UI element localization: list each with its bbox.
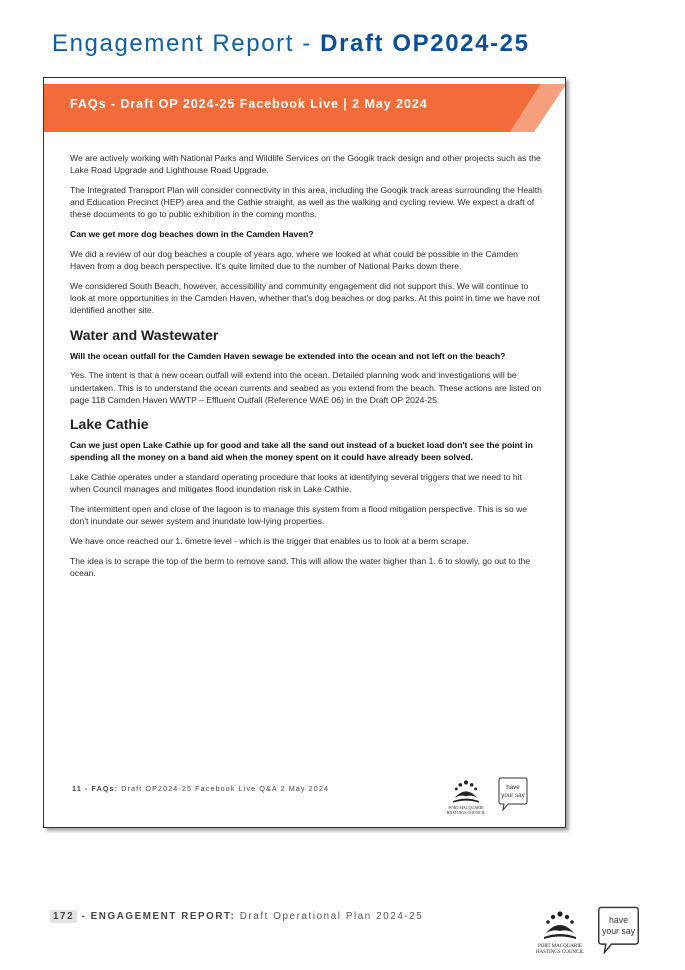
page-title (52, 30, 530, 58)
hys-line-2: your say (501, 792, 525, 799)
paragraph: We are actively working with National Parks and Wildlife Services on the Googik track design and other projects such as the Lake Road Upgrade and Lighthouse Road Upgrade. (70, 153, 541, 176)
paragraph: We considered South Beach, however, accessibility and community engagement did not support this. We will continue to look at more opportunities in the Camden Haven, whether that's dog beaches or dog parks. At this point in time we have not identified another site. (70, 281, 540, 316)
embedded-footer-text: Draft OP2024-25 Facebook Live Q&A 2 May 2024 (118, 784, 330, 793)
logo-line-1: PORT MACQUARIE (538, 944, 582, 949)
question: Can we just open Lake Cathie up for good and take all the sand out instead of a bucket load don't see the point in spending all the money on a band aid when the money spent on it could have already been solved. (70, 440, 533, 463)
hys-line-1: have (609, 914, 628, 925)
page-footer (50, 911, 423, 922)
question: Will the ocean outfall for the Camden Haven sewage be extended into the ocean and not left on the beach? (70, 350, 506, 361)
embedded-footer-prefix: 11 - FAQs: (72, 784, 119, 793)
footer-text: Draft Operational Plan 2024-25 (235, 911, 424, 922)
council-logo-icon (534, 907, 586, 957)
logo-line-2: HASTINGS COUNCIL (446, 809, 486, 815)
section-heading-lake-cathie: Lake Cathie (70, 416, 149, 433)
hys-line-1: have (506, 784, 520, 791)
logo-line-1: PORT MACQUARIE (448, 805, 484, 811)
paragraph: We have once reached our 1. 6metre level - which is the trigger that enables us to look at a berm scrape. (70, 536, 469, 547)
paragraph: Lake Cathie operates under a standard operating procedure that looks at identifying several triggers that we need to hit when Council manages and mitigates flood inundation risk in Lake Cathie. (70, 472, 522, 495)
have-your-say-icon (597, 906, 640, 954)
council-logo-icon (445, 776, 487, 818)
footer-label: - ENGAGEMENT REPORT: (77, 911, 236, 922)
section-heading-water: Water and Wastewater (70, 326, 219, 343)
hys-line-2: your say (601, 926, 636, 937)
faq-banner (44, 84, 565, 132)
embedded-faq-page (43, 77, 566, 828)
page-title-bold: Draft OP2024-25 (320, 30, 530, 57)
logo-line-2: HASTINGS COUNCIL (535, 950, 585, 955)
question: Can we get more dog beaches down in the Camden Haven? (70, 229, 314, 240)
paragraph: The Integrated Transport Plan will consider connectivity in this area, including the Googik track areas surrounding the Health and Education Precinct (HEP) area and the Cathie straight, as well as the walking and cycling review. We expect a draft of these documents to go to public exhibition in the coming months. (70, 185, 542, 220)
have-your-say-icon (498, 777, 528, 811)
faq-content (70, 152, 542, 587)
banner-title: FAQs - Draft OP 2024-25 Facebook Live | 2 May 2024 (70, 97, 428, 111)
paragraph: We did a review of our dog beaches a couple of years ago, where we looked at what could be possible in the Camden Haven from a dog beach perspective. It's quite limited due to the number of National Parks down there. (70, 249, 518, 272)
paragraph: Yes. The intent is that a new ocean outfall will extend into the ocean. Detailed planning work and investigations will be undertaken. This is to understand the ocean currents and seabed as you extend from the beach. These actions are listed on page 118 Camden Haven WWTP – Effluent Outfall (Reference WAE 06) in the Draft OP 2024-25. (70, 370, 542, 405)
embedded-page-footer (72, 784, 329, 793)
page-number: 172 (50, 910, 77, 923)
paragraph: The intermittent open and close of the lagoon is to manage this system from a flood mitigation perspective. This is so we don't inundate our sewer system and inundate low-lying properties. (70, 504, 527, 527)
page-title-prefix: Engagement Report - (52, 30, 321, 57)
paragraph: The idea is to scrape the top of the berm to remove sand. This will allow the water higher than 1. 6 to slowly, go out to the ocean. (70, 555, 531, 579)
